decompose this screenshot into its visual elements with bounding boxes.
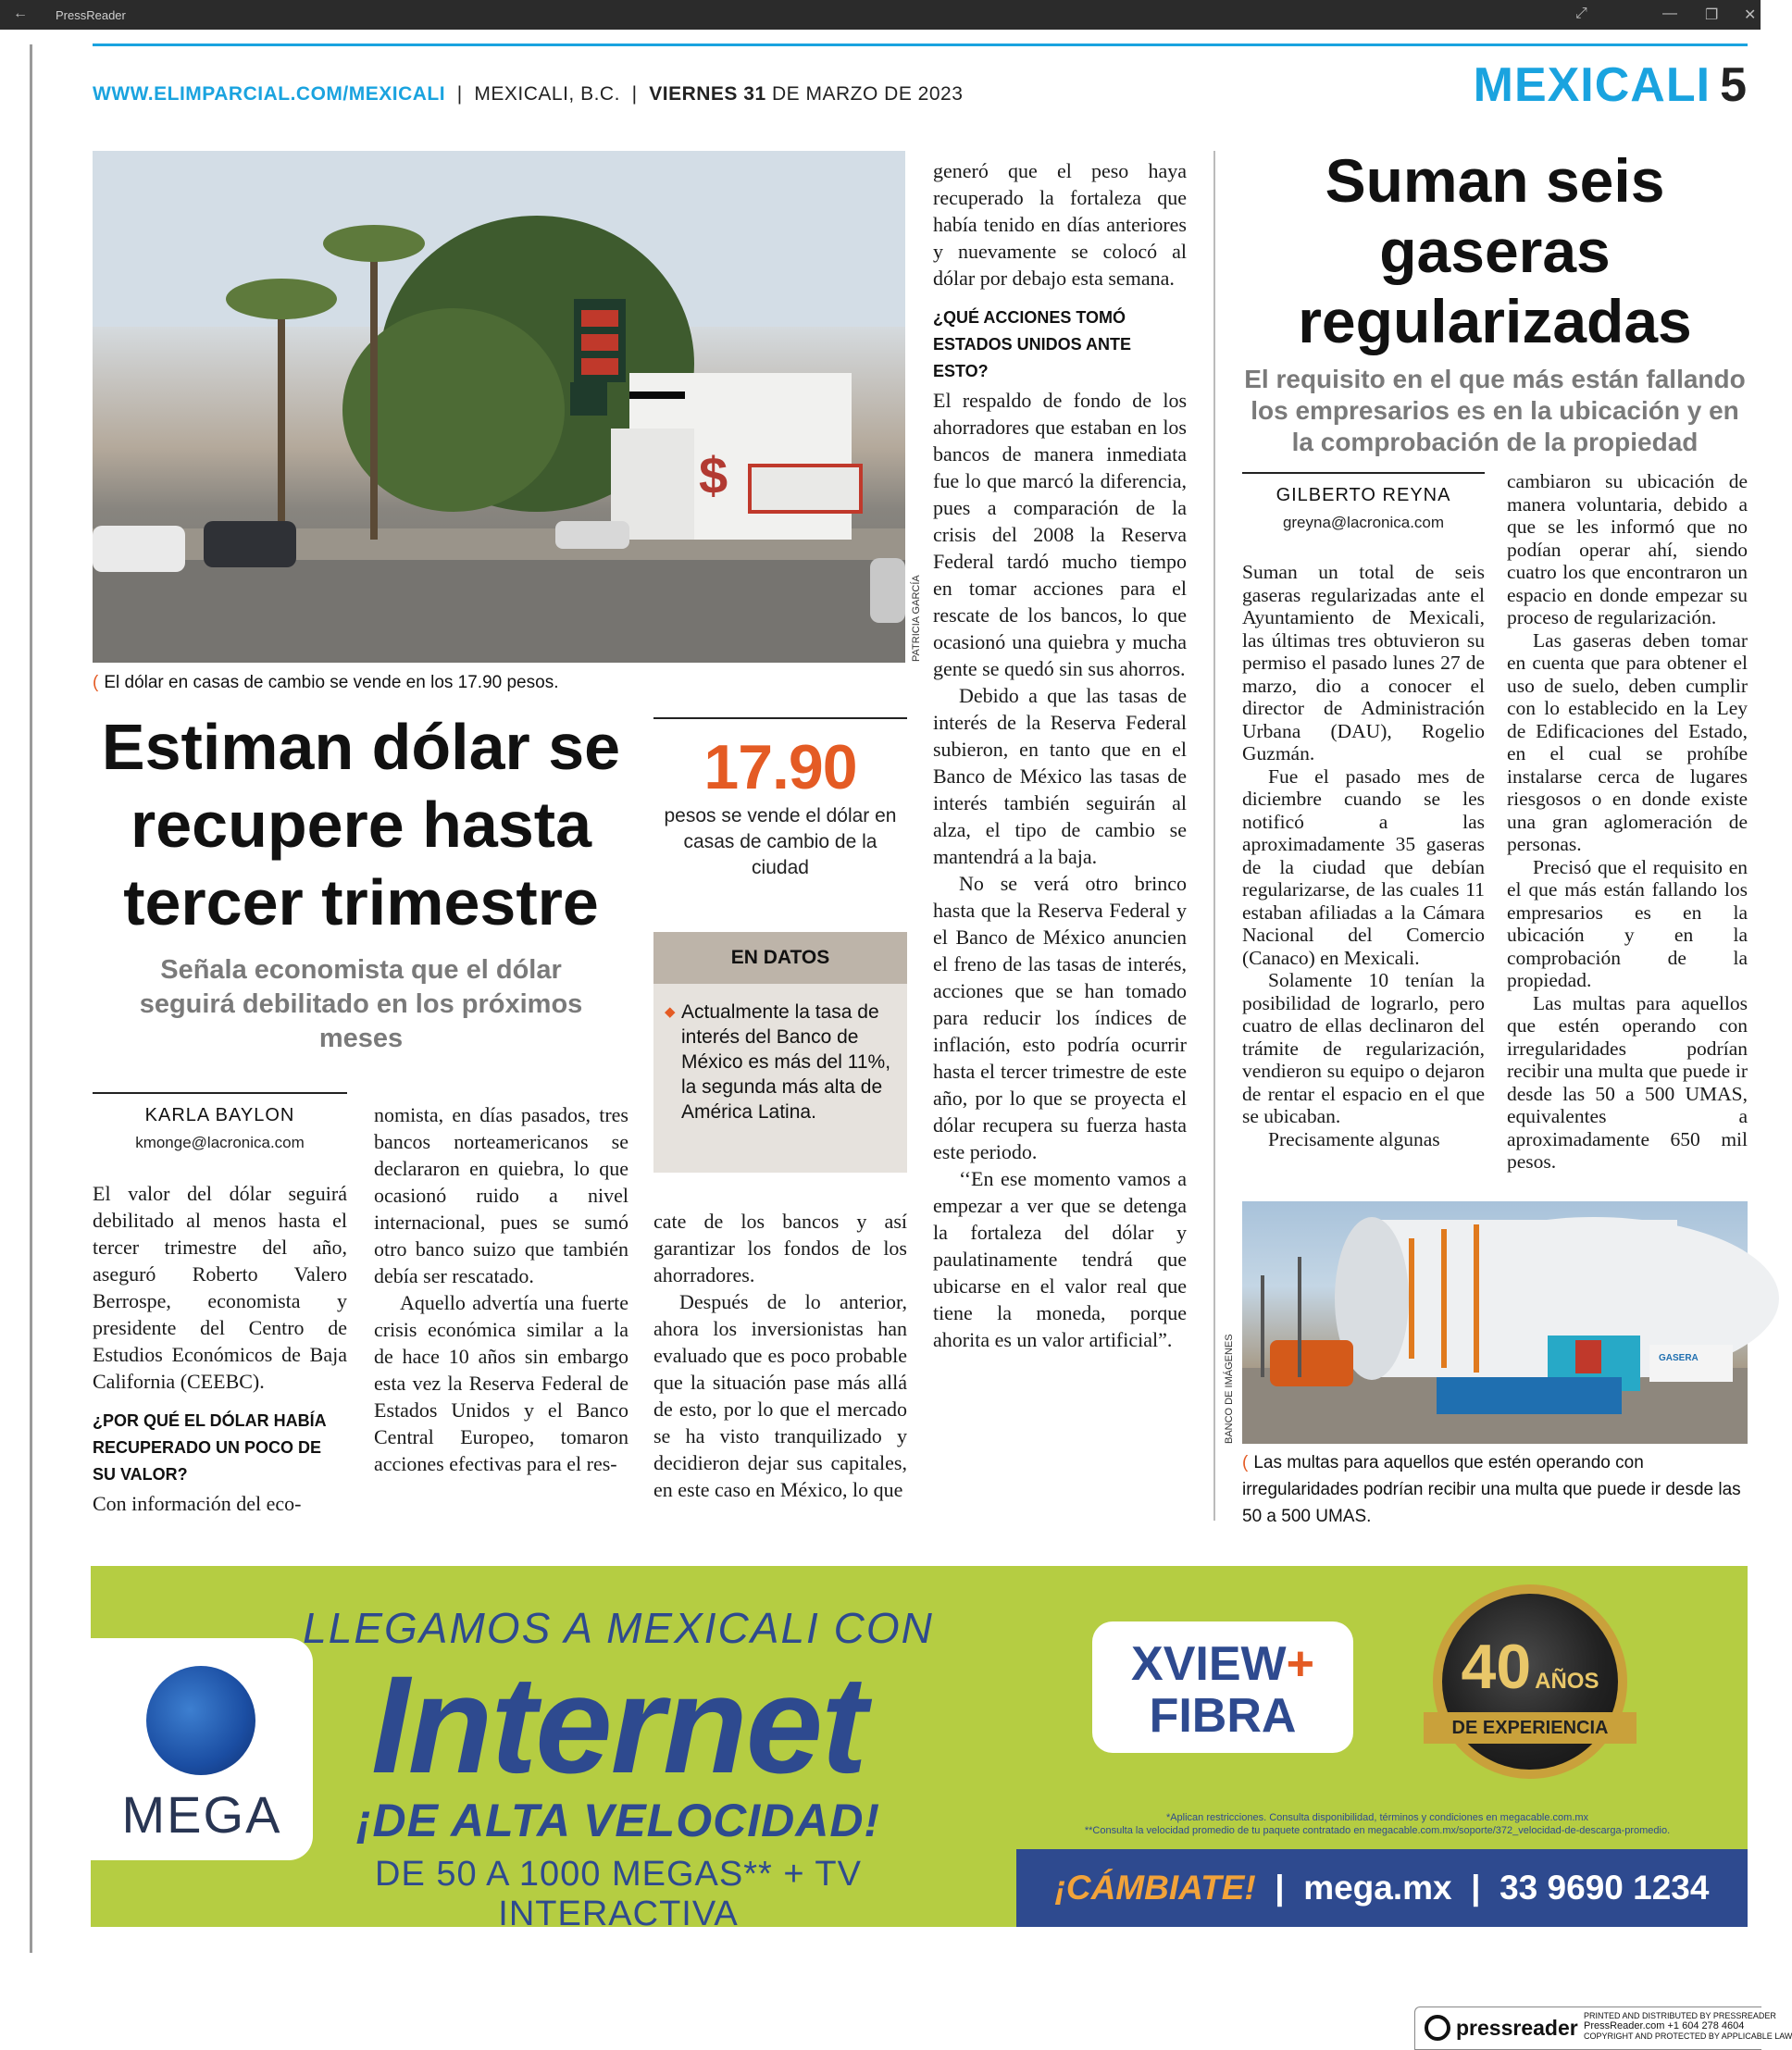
restore-icon[interactable]: ❐ (1705, 7, 1719, 23)
byline (1242, 472, 1485, 532)
seal-ribbon: DE EXPERIENCIA (1424, 1712, 1636, 1744)
ad-phone[interactable]: 33 9690 1234 (1500, 1869, 1710, 1907)
byline (93, 1092, 347, 1152)
exchange-house-photo (93, 151, 905, 663)
paragraph: El respaldo de fondo de los ahorradores que estaban en los bancos de manera inmediata fue lo que marcó la diferencia, pues a comparación de la crisis del 2008 la Reserva Federal tardó mucho tiempo en tomar acciones para el rescate de los bancos, lo que ocasionó una quiebra y mucha gente se quedó sin sus ahorros. (933, 389, 1187, 680)
article-subhead: El requisito en el que más están fallando los empresarios es en la ubicación y en la comprobación de la propiedad (1244, 365, 1746, 456)
app-title: PressReader (56, 8, 126, 22)
fibra-label: FIBRA (1149, 1689, 1297, 1743)
caption-mark: ( (93, 673, 99, 692)
advertisement[interactable] (91, 1566, 1748, 1933)
site-url[interactable]: WWW.ELIMPARCIAL.COM/MEXICALI (93, 83, 446, 105)
ad-speed-line: ¡DE ALTA VELOCIDAD! (355, 1795, 881, 1846)
svg-text:GASERA: GASERA (1659, 1353, 1699, 1363)
ad-tagline: LLEGAMOS A MEXICALI CON (303, 1604, 934, 1652)
paragraph: nomista, en días pasados, tres bancos norteamericanos se declararon en quiebra, lo que ocasionó ruido a nivel internacional, pues se sumó otro banco suizo que también debía ser rescatado. (374, 1103, 628, 1287)
paragraph: Con información del eco- (93, 1492, 302, 1515)
dateline: WWW.ELIMPARCIAL.COM/MEXICALI | MEXICALI, B.C. | VIERNES 31 DE MARZO DE 2023 (93, 83, 964, 105)
article-headline: Suman seis gaseras regularizadas (1298, 146, 1692, 355)
gas-station-photo (1242, 1201, 1748, 1444)
ad-cta-bar[interactable] (1016, 1849, 1748, 1927)
paragraph: ‘‘En ese momento vamos a empezar a ver que se detenga la fortaleza del dólar y paulatinamente tendrá que ubicarse en el valor real que tiene la moneda, porque ahorita es un valor artificial”. (933, 1167, 1187, 1351)
pressreader-meta (1584, 2011, 1792, 2042)
xview-label: XVIEW (1131, 1637, 1287, 1691)
column-divider (1213, 151, 1215, 1521)
seal-number: 40 (1461, 1632, 1532, 1702)
ad-fine-print (1016, 1811, 1738, 1837)
xview-fibra-badge (1092, 1621, 1353, 1753)
mega-globe-icon (146, 1666, 255, 1775)
article-column-1 (93, 1180, 347, 1517)
page-edge-rule (30, 44, 32, 1953)
en-datos-text: Actualmente la tasa de interés del Banco de México es más del 11%, la segunda más alta de América Latina. (681, 1001, 891, 1123)
paragraph: Las gaseras deben tomar en cuenta que para obtener el uso de suelo, deben cumplir con lo establecido en la Ley de Edificaciones del Estado, en el cual se prohíbe instalarse cerca de lugares riesgosos o en donde existe una gran aglomeración de personas. (1507, 628, 1748, 855)
date-rest: DE MARZO DE 2023 (771, 83, 964, 105)
article-column-5 (1242, 561, 1485, 1150)
subheading: ¿POR QUÉ EL DÓLAR HABÍA RECUPERADO UN POCO DE SU VALOR? (93, 1411, 327, 1484)
paragraph: Las multas para aquellos que estén operando con irregularidades podrían recibir una multa que puede ir desde las 50 a 500 UMAS, equivalentes a aproximadamente 650 mil pesos. (1507, 991, 1748, 1173)
article-column-4 (933, 157, 1187, 1353)
photo-credit: BANCO DE IMÁGENES (1224, 1334, 1235, 1444)
seal-word: AÑOS (1535, 1669, 1599, 1694)
article-headline: Estiman dólar se recupere hasta tercer trimestre (101, 711, 621, 938)
paragraph: No se verá otro brinco hasta que la Reserva Federal y el Banco de México anuncien el freno de las tasas de interés, acciones que se han tomado para reducir los índices de inflación, esto podría ocurrir hasta el tercer trimestre de este año, por lo que se proyecta el dólar recupera su fuerza hasta este periodo. (933, 872, 1187, 1163)
article-subhead: Señala economista que el dólar seguirá debilitado en los próximos meses (139, 955, 583, 1053)
author-name: KARLA BAYLON (144, 1105, 295, 1125)
bullet-icon: ◆ (665, 1004, 676, 1020)
paragraph: Solamente 10 tenían la posibilidad de lograrlo, pero cuatro de ellas declinaron del trámite de regularización, vendieron su equipo o dejaron de rentar el espacio en el que se ubicaban. (1242, 969, 1485, 1127)
author-email[interactable]: greyna@lacronica.com (1282, 514, 1445, 531)
author-email[interactable]: kmonge@lacronica.com (135, 1134, 305, 1151)
fine-print-1: *Aplican restricciones. Consulta disponibilidad, términos y condiciones en megacable.com.mx (1165, 1812, 1589, 1823)
caption-text: Las multas para aquellos que estén operando con irregularidades podrían recibir una multa que puede ir desde las 50 a 500 UMAS. (1242, 1453, 1741, 1526)
mega-brand-name: MEGA (121, 1785, 282, 1844)
paragraph: Suman un total de seis gaseras regularizadas ante el Ayuntamiento de Mexicali, las últimas tres obtuvieron su permiso el pasado lunes 27 de marzo, dio a conocer el director de Administración Urbana (DAU), Rogelio Guzmán. (1242, 561, 1485, 764)
svg-text:$: $ (699, 446, 728, 504)
pressreader-footer[interactable] (1414, 2007, 1792, 2050)
paragraph: El valor del dólar seguirá debilitado al menos hasta el tercer trimestre del año, aseguró Roberto Valero Berrospe, economista y presidente del Centro de Estudios Económicos de Baja California (CEEBC). (93, 1182, 347, 1393)
stat-text: pesos se vende el dólar en casas de cambio de la ciudad (664, 805, 897, 878)
paragraph: Precisó que el requisito en el que más están fallando los empresarios es en la ubicación y en la comprobación de la propiedad. (1507, 855, 1748, 991)
ad-cta-text: ¡CÁMBIATE! | mega.mx | 33 9690 1234 (1054, 1869, 1710, 1907)
article-column-2 (374, 1101, 628, 1477)
expand-icon[interactable]: ⤢ (1575, 6, 1587, 21)
paragraph: Aquello advertía una fuerte crisis económica similar a la de hace 10 años sin embargo esta vez la Reserva Federal de Estados Unidos y el Banco Central Europeo, tomaron acciones efectivas para el res- (374, 1291, 628, 1475)
minimize-icon[interactable]: — (1662, 6, 1677, 21)
section-name: MEXICALI (1473, 58, 1711, 112)
author-name: GILBERTO REYNA (1276, 485, 1451, 505)
ad-headline: Internet (370, 1646, 866, 1802)
seal-years (1442, 1631, 1618, 1703)
close-icon[interactable]: ✕ (1744, 7, 1757, 23)
photo-caption (93, 669, 907, 696)
photo-caption (1242, 1449, 1748, 1530)
pressreader-logo: pressreader (1456, 2016, 1578, 2040)
paragraph: cate de los bancos y así garantizar los fondos de los ahorradores. (653, 1210, 907, 1286)
photo-credit: PATRICIA GARCÍA (911, 575, 922, 662)
stat-rule (653, 717, 907, 719)
paragraph: Fue el pasado mes de diciembre cuando se les notificó a las aproximadamente 35 gaseras de la ciudad que debían regularizarse, de las cuales 11 estaban afiliadas a la Cámara Nacional del Comercio (Canaco) en Mexicali. (1242, 764, 1485, 969)
paragraph: Después de lo anterior, ahora los inversionistas han evaluado que es poco probable que la situación pase más allá de esto, por lo que el mercado se ha visto tranquilizado y decidieron dejar sus capitales, en este caso en México, lo que (653, 1290, 907, 1501)
plus-icon: + (1286, 1637, 1314, 1691)
cta-label[interactable]: ¡CÁMBIATE! (1054, 1869, 1256, 1907)
paragraph: generó que el peso haya recuperado la fortaleza que había tenido en días anteriores y nuevamente se colocó al dólar por debajo esta semana. (933, 159, 1187, 290)
caption-mark: ( (1242, 1453, 1249, 1472)
paragraph: cambiaron su ubicación de manera voluntaria, debido a que se les informó que no podían operar ahí, siendo cuatro los que encontraron un espacio en donde empezar su proceso de regularización. (1507, 470, 1748, 628)
stat-number: 17.90 (703, 732, 857, 802)
paragraph: Debido a que las tasas de interés de la Reserva Federal subieron, en tanto que en el Banco de México las tasas de interés también seguirán al alza, el tipo de cambio se mantendrá a la baja. (933, 684, 1187, 868)
xview-text (1092, 1638, 1353, 1742)
page-number: 5 (1720, 58, 1748, 112)
city: MEXICALI, B.C. (474, 83, 620, 105)
en-datos-title: EN DATOS (653, 932, 907, 984)
meta-line: PRINTED AND DISTRIBUTED BY PRESSREADER (1584, 2011, 1776, 2020)
article-column-6 (1507, 470, 1748, 1174)
en-datos-item (665, 1000, 896, 1124)
paragraph: Precisamente algunas (1268, 1127, 1440, 1150)
article-column-3 (653, 1208, 907, 1503)
ad-website[interactable]: mega.mx (1303, 1869, 1452, 1907)
back-arrow-icon[interactable]: ← (13, 6, 28, 21)
anniversary-seal (1433, 1584, 1627, 1779)
section-title (1474, 57, 1748, 113)
date-day: VIERNES 31 (649, 83, 766, 105)
meta-line: PressReader.com +1 604 278 4604 (1584, 2020, 1745, 2031)
caption-text: El dólar en casas de cambio se vende en los 17.90 pesos. (104, 673, 559, 692)
ad-megas-line: DE 50 A 1000 MEGAS** + TV INTERACTIVA (375, 1855, 862, 1933)
window-titlebar (0, 0, 1761, 30)
header-rule (93, 43, 1748, 46)
subheading: ¿QUÉ ACCIONES TOMÓ ESTADOS UNIDOS ANTE ESTO? (933, 308, 1132, 380)
fine-print-2: **Consulta la velocidad promedio de tu paquete contratado en megacable.com.mx/soporte/372_velocidad-de-descarga-promedio. (1084, 1825, 1671, 1836)
pressreader-logo-icon (1425, 2015, 1450, 2041)
meta-line: COPYRIGHT AND PROTECTED BY APPLICABLE LAW (1584, 2031, 1792, 2041)
